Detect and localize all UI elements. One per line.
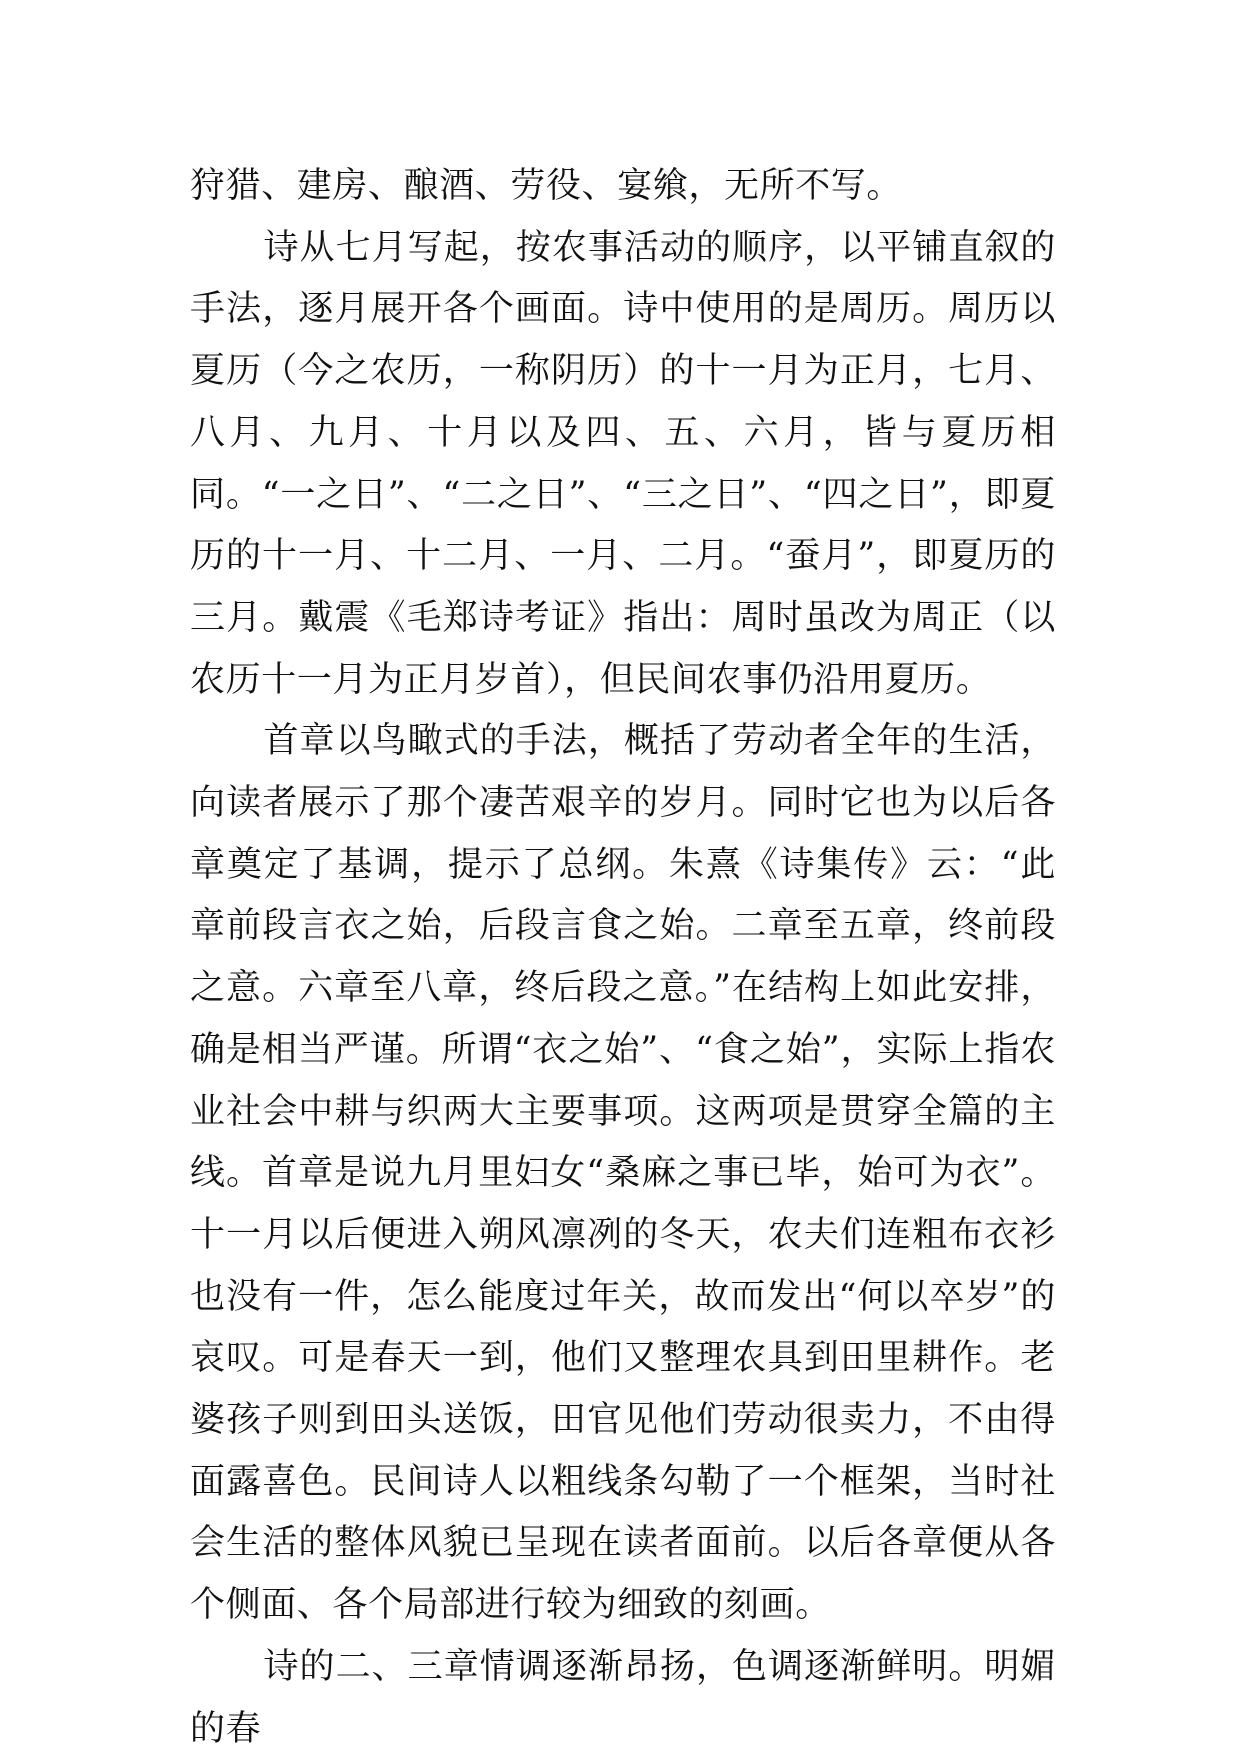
paragraph-4: 诗的二、三章情调逐渐昂扬，色调逐渐鲜明。明媚的春 [190,1646,1056,1749]
body-text [190,156,1056,1760]
paragraph-2: 诗从七月写起，按农事活动的顺序，以平铺直叙的手法，逐月展开各个画面。诗中使用的是周历。周历以夏历（今之农历，一称阴历）的十一月为正月，七月、八月、九月、十月以及四、五、六月，皆与夏历相同。“一之日”、“二之日”、“三之日”、“四之日”，即夏历的十一月、十二月、一月、二月。“蚕月”，即夏历的三月。戴震《毛郑诗考证》指出：周时虽改为周正（以农历十一月为正月岁首），但民间农事仍沿用夏历。 [190,227,1056,700]
paragraph-1: 狩猎、建房、酿酒、劳役、宴飨，无所不写。 [190,166,903,206]
paragraph-3: 首章以鸟瞰式的手法，概括了劳动者全年的生活，向读者展示了那个凄苦艰辛的岁月。同时它也为以后各章奠定了基调，提示了总纲。朱熹《诗集传》云：“此章前段言衣之始，后段言食之始。二章至五章，终前段之意。六章至八章，终后段之意。”在结构上如此安排，确是相当严谨。所谓“衣之始”、“食之始”，实际上指农业社会中耕与织两大主要事项。这两项是贯穿全篇的主线。首章是说九月里妇女“桑麻之事已毕，始可为衣”。十一月以后便进入朔风凛冽的冬天，农夫们连粗布衣衫也没有一件，怎么能度过年关，故而发出“何以卒岁”的哀叹。可是春天一到，他们又整理农具到田里耕作。老婆孩子则到田头送饭，田官见他们劳动很卖力，不由得面露喜色。民间诗人以粗线条勾勒了一个框架，当时社会生活的整体风貌已呈现在读者面前。以后各章便从各个侧面、各个局部进行较为细致的刻画。 [190,721,1056,1626]
